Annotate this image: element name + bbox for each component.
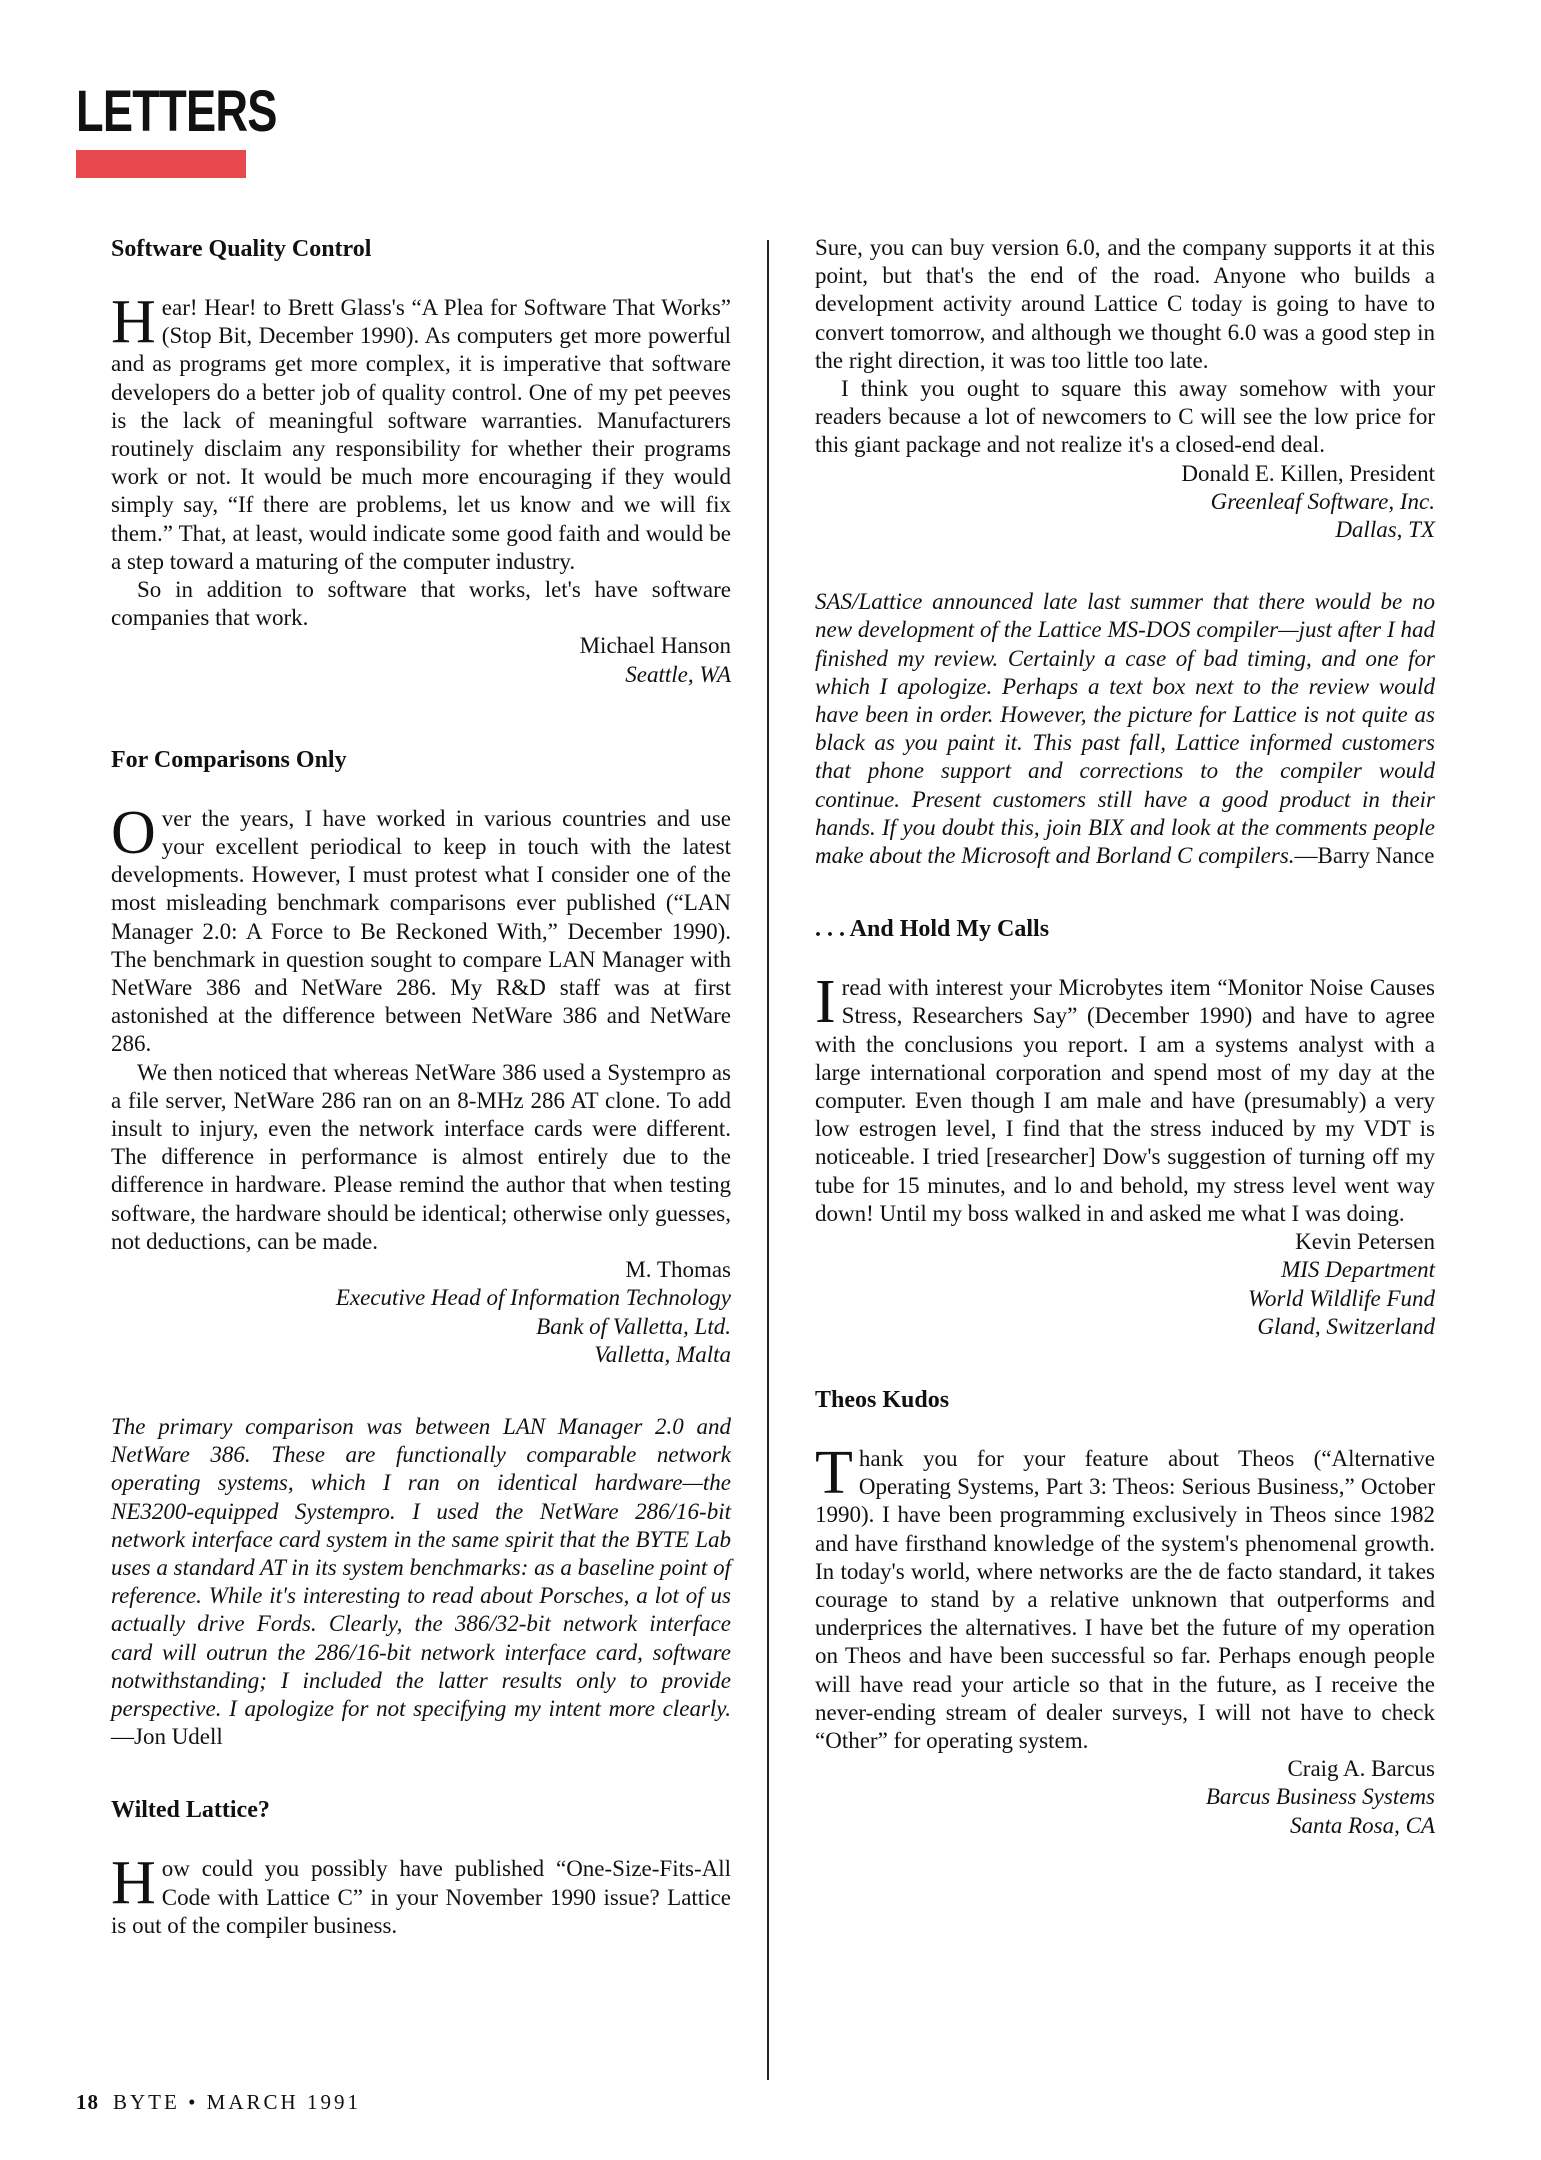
letter-software-quality	[111, 234, 731, 689]
letter-heading: Software Quality Control	[111, 236, 372, 262]
drop-cap: H	[111, 1849, 156, 1918]
letter-wilted-lattice-continued	[815, 234, 1435, 870]
letter-paragraph: How could you possibly have published “One-Size-Fits-All Code with Lattice C” in your November 1990 issue? Lattice is out of the compiler business.	[111, 1849, 731, 1938]
signature-company: Bank of Valletta, Ltd.	[536, 1313, 731, 1339]
editor-name: —Jon Udell	[111, 1724, 223, 1750]
letter-heading: Wilted Lattice?	[111, 1797, 270, 1824]
letter-paragraph: Over the years, I have worked in various countries and use your excellent periodical to keep in touch with the latest developments. However, I must protest what I consider one of the most misleading benchmark comparisons ever published (“LAN Manager 2.0: A Force to Be Reckoned With,” December 1990). The benchmark in question sought to compare LAN Manager with NetWare 386 and NetWare 286. My R&D staff was at first astonished at the difference between NetWare 386 and NetWare 286.	[111, 798, 731, 1057]
signature-location: Valletta, Malta	[594, 1341, 731, 1367]
signature-name: Donald E. Killen, President	[1181, 460, 1435, 486]
column-divider	[767, 240, 769, 2080]
signature	[815, 1755, 1435, 1840]
letter-heading: . . . And Hold My Calls	[815, 916, 1050, 943]
signature-location: Santa Rosa, CA	[1289, 1812, 1435, 1838]
editor-reply: The primary comparison was between LAN Manager 2.0 and NetWare 386. These are functionally comparable network operating systems, which I ran on identical hardware—the NE3200-equipped Systempro. I used the NetWare 286/16-bit network interface card system in the same spirit that the BYTE Lab uses a standard AT in its system benchmarks: as a baseline point of reference. While it's interesting to read about Porsches, a lot of us actually drive Fords. Clearly, the 386/32-bit network interface card will outrun the 286/16-bit network interface card, software notwithstanding; I included the latter results only to provide perspective. I apologize for not specifying my intent more clearly.—Jon Udell	[111, 1413, 731, 1750]
left-column	[111, 234, 731, 1940]
signature-company: World Wildlife Fund	[1248, 1285, 1435, 1311]
drop-cap: O	[111, 798, 156, 867]
signature-company: Barcus Business Systems	[1205, 1784, 1435, 1810]
letter-wilted-lattice	[111, 1795, 731, 1940]
right-column	[815, 234, 1435, 1840]
letter-paragraph: So in addition to software that works, let's have software companies that work.	[111, 577, 731, 631]
letter-comparisons	[111, 745, 731, 1752]
drop-cap: I	[815, 968, 836, 1037]
signature-department: MIS Department	[1281, 1257, 1435, 1283]
signature-name: M. Thomas	[625, 1257, 731, 1283]
page-footer	[76, 2090, 361, 2115]
signature	[111, 632, 731, 688]
letter-heading: For Comparisons Only	[111, 746, 347, 773]
signature-title: Executive Head of Information Technology	[335, 1285, 731, 1311]
letter-paragraph: Iread with interest your Microbytes item “Monitor Noise Causes Stress, Researchers Say” (December 1990) and have to agree with the conclusions you report. I am a systems analyst with a large international corporation and spend most of my day at the computer. Even though I am male and have (presumably) a very low estrogen level, I find that the stress induced by my VDT is noticeable. I tried [researcher] Dow's suggestion of turning off my tube for 15 minutes, and lo and behold, my stress level went way down! Until my boss walked in and asked me what I was doing.	[815, 968, 1435, 1226]
letter-hold-calls	[815, 914, 1435, 1341]
drop-cap: T	[815, 1438, 853, 1507]
section-accent-bar	[76, 150, 246, 178]
drop-cap: H	[111, 288, 156, 356]
letter-theos	[815, 1385, 1435, 1840]
letter-paragraph: We then noticed that whereas NetWare 386 used a Systempro as a file server, NetWare 286 ran on an 8-MHz 286 AT clone. To add insult to injury, even the network interface cards were different. The difference in performance is almost entirely due to the difference in hardware. Please remind the author that when testing software, the hardware should be identical; otherwise only guesses, not deductions, can be made.	[111, 1059, 731, 1254]
signature-company: Greenleaf Software, Inc.	[1210, 488, 1435, 514]
signature	[815, 460, 1435, 545]
signature-name: Craig A. Barcus	[1287, 1756, 1435, 1782]
signature-name: Kevin Petersen	[1295, 1229, 1435, 1255]
letter-paragraph: Sure, you can buy version 6.0, and the company supports it at this point, but that's the end of the road. Anyone who builds a development activity around Lattice C today is going to have to convert tomorrow, and although we thought 6.0 was a good step in the right direction, it was too little too late.	[815, 235, 1435, 373]
signature-location: Gland, Switzerland	[1257, 1313, 1435, 1339]
page-number: 18	[76, 2090, 99, 2114]
signature-location: Seattle, WA	[625, 661, 731, 687]
letter-paragraph: I think you ought to square this away somehow with your readers because a lot of newcomers to C will see the low price for this giant package and not realize it's a closed-end deal.	[815, 376, 1435, 458]
signature-name: Michael Hanson	[579, 633, 731, 659]
signature	[111, 1256, 731, 1369]
signature	[815, 1228, 1435, 1341]
publication-info: BYTE • MARCH 1991	[113, 2090, 361, 2114]
signature-location: Dallas, TX	[1335, 517, 1435, 543]
letter-heading: Theos Kudos	[815, 1386, 950, 1413]
letter-paragraph: Thank you for your feature about Theos (“Alternative Operating Systems, Part 3: Theos: Serious Business,” October 1990). I have been programming exclusively in Theos since 1982 and have firsthand knowledge of the system's phenomenal growth. In today's world, where networks are the de facto standard, it takes courage to stand by a relative unknown that outperforms and underprices the alternatives. I have bet the future of my operation on Theos and have been successful so far. Perhaps enough people will have read your article so that in the future, as I receive the never-ending stream of dealer surveys, I will not have to check “Other” for operating system.	[815, 1438, 1435, 1753]
editor-reply: SAS/Lattice announced late last summer that there would be no new development of the Lattice MS-DOS compiler—just after I had finished my review. Certainly a case of bad timing, and one for which I apologize. Perhaps a text box next to the review would have been in order. However, the picture for Lattice is not quite as black as you paint it. This past fall, Lattice informed customers that phone support and corrections to the compiler would continue. Present customers still have a good product in their hands. If you doubt this, join BIX and look at the comments people make about the Microsoft and Borland C compilers.—Barry Nance	[815, 589, 1435, 869]
letter-paragraph: Hear! Hear! to Brett Glass's “A Plea for Software That Works” (Stop Bit, December 1990). As computers get more powerful and as programs get more complex, it is imperative that software developers do a better job of quality control. One of my pet peeves is the lack of meaningful software warranties. Manufacturers routinely disclaim any responsibility for whether their programs work or not. It would be much more encouraging if they would simply say, “If there are problems, let us know and we will fix them.” That, at least, would indicate some good faith and would be a step toward a maturing of the computer industry.	[111, 288, 731, 574]
editor-name: —Barry Nance	[1294, 843, 1435, 869]
section-title: LETTERS	[76, 79, 277, 144]
